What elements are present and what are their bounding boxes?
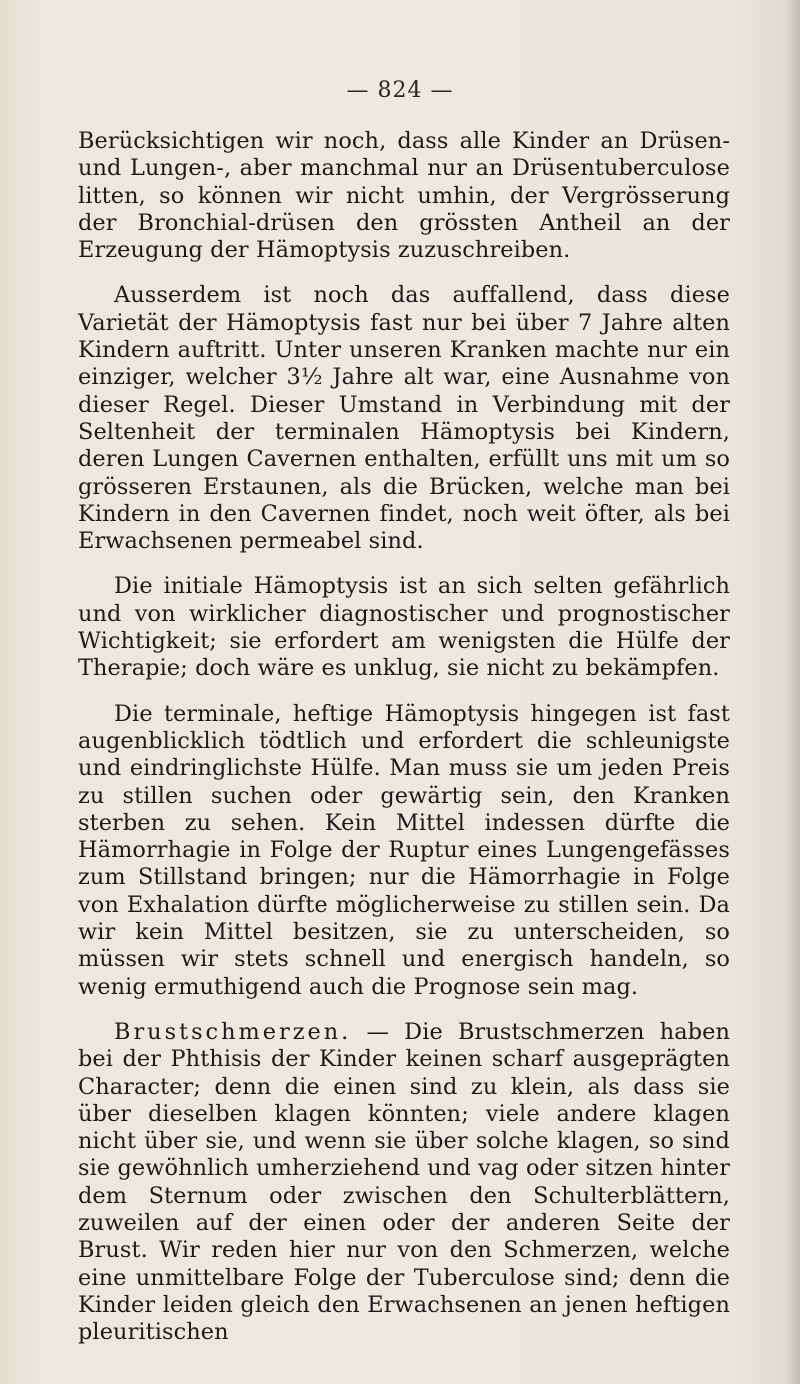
- page-edge-shadow: [786, 0, 800, 1384]
- page-number-header: — 824 —: [346, 78, 454, 103]
- section-heading-brustschmerzen: Brustschmerzen.: [114, 1018, 352, 1045]
- paragraph-3: Die initiale Hämoptysis ist an sich selten gefährlich und von wirklicher diagnostischer und prognostischer Wichtigkeit; sie erfordert am wenigsten die Hülfe der Therapie; doch wäre es unklug, sie nicht zu bekämpfen.: [78, 573, 730, 682]
- paragraph-4: Die terminale, heftige Hämoptysis hingegen ist fast augenblicklich tödtlich und erfordert die schleunigste und eindringlichste Hülfe. Man muss sie um jeden Preis zu stillen suchen oder gewärtig sein, den Kranken sterben zu sehen. Kein Mittel indessen dürfte die Hämorrhagie in Folge der Ruptur eines Lungengefässes zum Stillstand bringen; nur die Hämorrhagie in Folge von Exhalation dürfte möglicherweise zu stillen sein. Da wir kein Mittel besitzen, sie zu unterscheiden, so müssen wir stets schnell und energisch handeln, so wenig ermuthigend auch die Prognose sein mag.: [78, 700, 730, 1000]
- body-text: [78, 128, 730, 1364]
- paragraph-5: [78, 1019, 730, 1347]
- paragraph-1: Berücksichtigen wir noch, dass alle Kinder an Drüsen- und Lungen-, aber manchmal nur an Drüsentuberculose litten, so können wir nicht umhin, der Vergrösserung der Bronchial-drüsen den grössten Antheil an der Erzeugung der Hämoptysis zuzuschreiben.: [78, 128, 730, 264]
- paragraph-5-text: — Die Brustschmerzen haben bei der Phthisis der Kinder keinen scharf ausgeprägten Character; denn die einen sind zu klein, als dass sie über dieselben klagen könnten; viele andere klagen nicht über sie, und wenn sie über solche klagen, so sind sie gewöhnlich umherziehend und vag oder sitzen hinter dem Sternum oder zwischen den Schulterblättern, zuweilen auf der einen oder der anderen Seite der Brust. Wir reden hier nur von den Schmerzen, welche eine unmittelbare Folge der Tuberculose sind; denn die Kinder leiden gleich den Erwachsenen an jenen heftigen pleuritischen: [78, 1018, 730, 1346]
- paragraph-2: Ausserdem ist noch das auffallend, dass diese Varietät der Hämoptysis fast nur bei über 7 Jahre alten Kindern auftritt. Unter unseren Kranken machte nur ein einziger, welcher 3½ Jahre alt war, eine Ausnahme von dieser Regel. Dieser Umstand in Verbindung mit der Seltenheit der terminalen Hämoptysis bei Kindern, deren Lungen Cavernen enthalten, erfüllt uns mit um so grösseren Erstaunen, als die Brücken, welche man bei Kindern in den Cavernen findet, noch weit öfter, als bei Erwachsenen permeabel sind.: [78, 282, 730, 555]
